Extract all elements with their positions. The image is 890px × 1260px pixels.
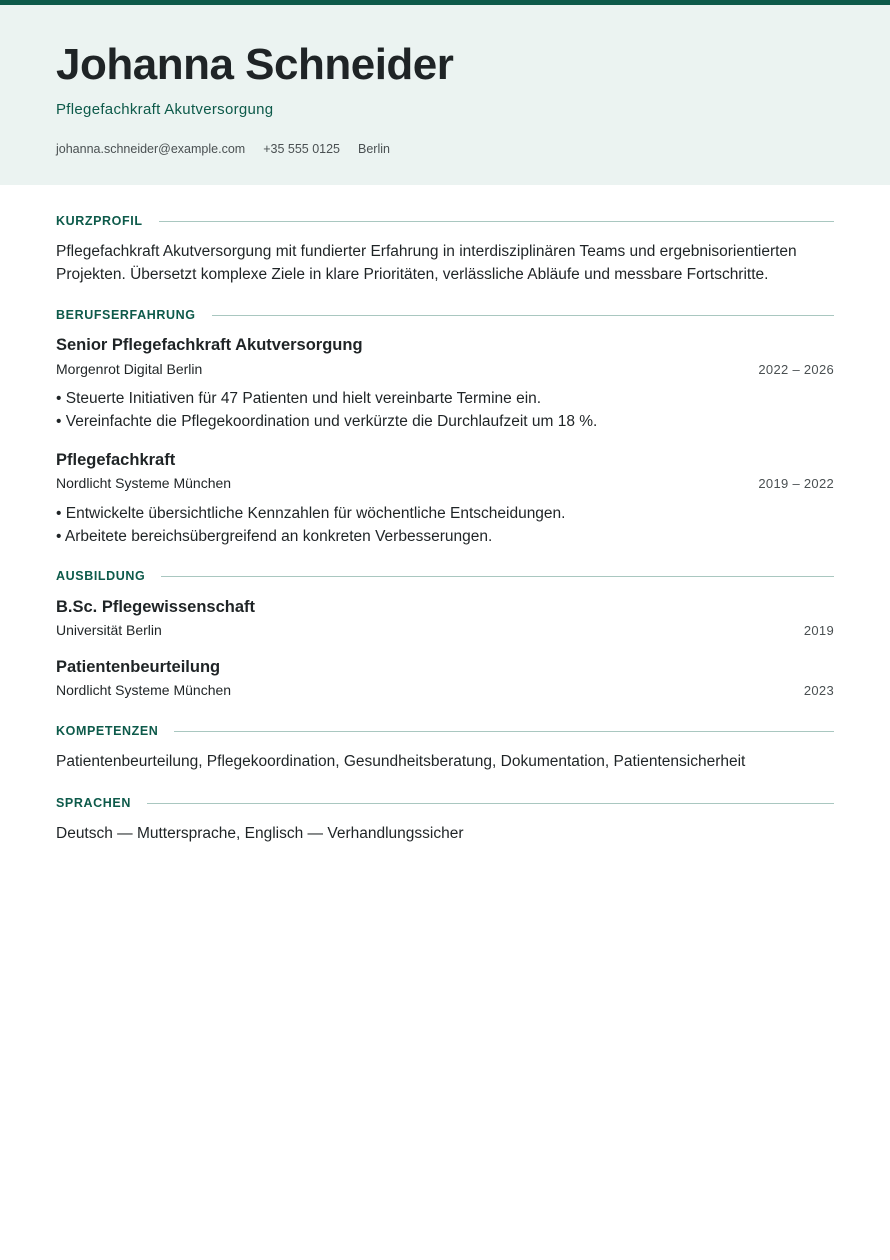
section-heading-experience — [56, 308, 834, 322]
languages-text: Deutsch — Muttersprache, Englisch — Verhandlungssicher — [56, 825, 464, 842]
section-title: KOMPETENZEN — [56, 724, 159, 738]
education-year: 2019 — [803, 623, 834, 638]
job-org: Nordlicht Systeme München — [56, 475, 232, 491]
section-divider — [159, 221, 834, 222]
list-item: • Steuerte Initiativen für 47 Patienten und hielt vereinbarte Termine ein. — [56, 390, 542, 407]
list-item: • Arbeitete bereichsübergreifend an konkreten Verbesserungen. — [56, 528, 493, 545]
section-divider — [174, 731, 834, 732]
education-title: B.Sc. Pflegewissenschaft — [56, 598, 255, 616]
job-meta — [56, 475, 834, 491]
contact-city: Berlin — [358, 142, 390, 156]
section-heading-education — [56, 569, 834, 583]
job-dates: 2019 – 2022 — [758, 476, 834, 491]
section-divider — [212, 315, 834, 316]
job-meta — [56, 361, 834, 377]
contact-email: johanna.schneider@example.com — [56, 142, 246, 156]
resume-header — [0, 5, 890, 185]
contact-line — [56, 142, 390, 156]
education-title: Patientenbeurteilung — [56, 658, 221, 676]
job-bullets — [56, 387, 834, 433]
profile-text: Pflegefachkraft Akutversorgung mit fundierter Erfahrung in interdisziplinären Teams und ergebnisorientierten Projekten. Übersetzt komplexe Ziele in klare Prioritäten, verlässliche Abläufe und messbare Fortschritte. — [56, 243, 797, 283]
candidate-name: Johanna Schneider — [56, 40, 454, 89]
job-title: Senior Pflegefachkraft Akutversorgung — [56, 336, 363, 354]
candidate-role: Pflegefachkraft Akutversorgung — [56, 101, 274, 118]
education-meta — [56, 622, 834, 638]
section-divider — [147, 803, 834, 804]
section-title: KURZPROFIL — [56, 214, 143, 228]
section-heading-languages — [56, 796, 834, 810]
section-title: BERUFSERFAHRUNG — [56, 308, 196, 322]
list-item: • Entwickelte übersichtliche Kennzahlen für wöchentliche Entscheidungen. — [56, 505, 566, 522]
education-meta — [56, 682, 834, 698]
section-title: SPRACHEN — [56, 796, 131, 810]
section-heading-profile — [56, 214, 834, 228]
job-bullets — [56, 502, 834, 548]
section-divider — [161, 576, 834, 577]
job-dates: 2022 – 2026 — [758, 362, 834, 377]
education-year: 2023 — [803, 683, 834, 698]
section-title: AUSBILDUNG — [56, 569, 146, 583]
job-title: Pflegefachkraft — [56, 451, 176, 469]
education-org: Nordlicht Systeme München — [56, 682, 232, 698]
skills-text: Patientenbeurteilung, Pflegekoordination, Gesundheitsberatung, Dokumentation, Patientensicherheit — [56, 753, 746, 770]
list-item: • Vereinfachte die Pflegekoordination und verkürzte die Durchlaufzeit um 18 %. — [56, 413, 598, 430]
section-heading-skills — [56, 724, 834, 738]
contact-phone: +35 555 0125 — [263, 142, 341, 156]
education-org: Universität Berlin — [56, 622, 162, 638]
job-org: Morgenrot Digital Berlin — [56, 361, 203, 377]
